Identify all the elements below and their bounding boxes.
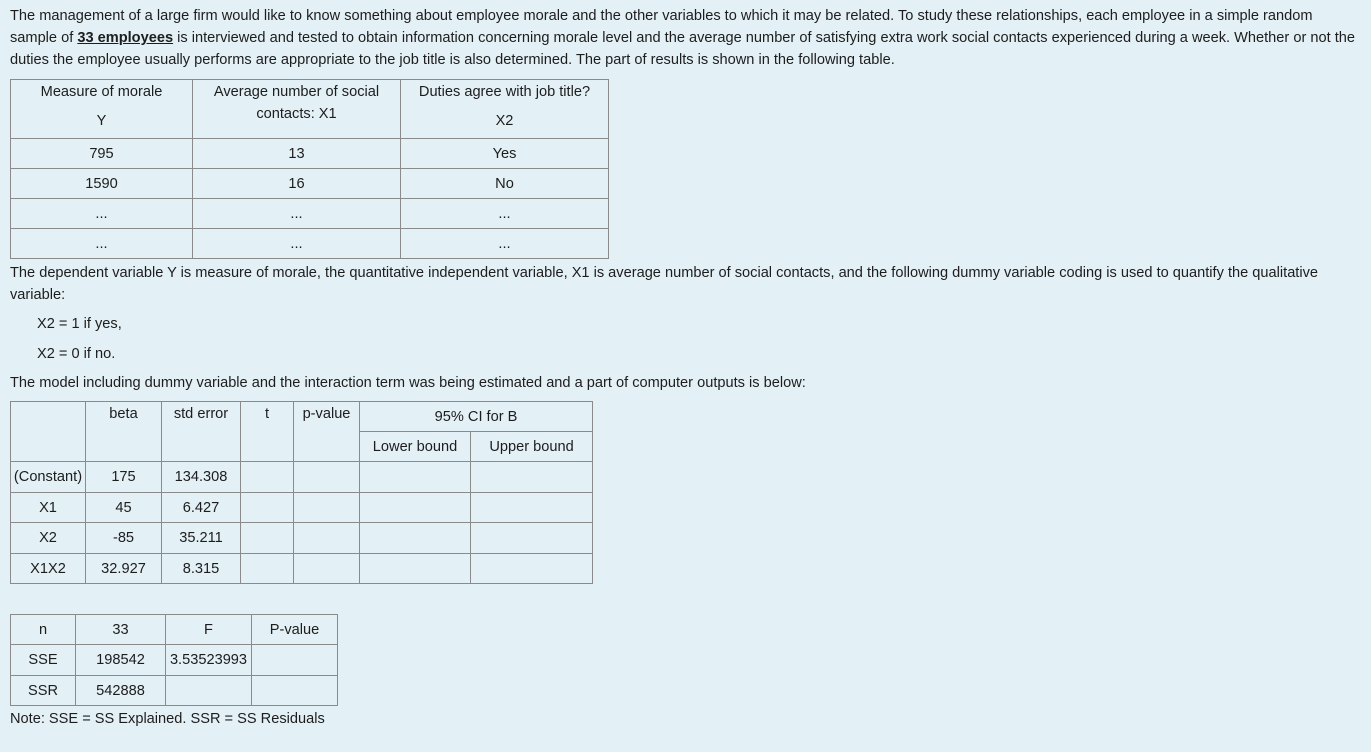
cell-y: 1590: [11, 169, 193, 199]
anova-empty: [166, 676, 252, 706]
cell-y: ...: [11, 229, 193, 259]
coef-upper: [471, 493, 593, 523]
anova-p-value: [252, 645, 338, 676]
coef-header-row: [11, 402, 593, 432]
coef-upper: [471, 462, 593, 493]
coef-header-t: t: [241, 402, 294, 462]
coef-beta: 32.927: [86, 554, 162, 584]
coef-header-upper-bound: Upper bound: [471, 432, 593, 462]
intro-paragraph: [10, 5, 1355, 71]
table-row: [11, 169, 609, 199]
coding-yes: X2 = 1 if yes,: [37, 316, 122, 332]
coef-std-error: 134.308: [162, 462, 241, 493]
table-row: [11, 615, 338, 645]
coef-t: [241, 523, 294, 554]
coding-no: X2 = 0 if no.: [37, 346, 116, 362]
coef-t: [241, 462, 294, 493]
table-row: [11, 523, 593, 554]
model-text: The model including dummy variable and the interaction term was being estimated and a part of computer outputs is below:: [10, 375, 806, 391]
anova-f-label: F: [166, 615, 252, 645]
table-row: [11, 554, 593, 584]
data-table-header-row: [11, 80, 609, 139]
anova-table: [10, 614, 338, 706]
coef-header-blank: [11, 402, 86, 462]
header-social-contacts: Average number of social contacts: X1: [193, 80, 401, 139]
coef-header-std-error: std error: [162, 402, 241, 462]
intro-text-1: The management of a large firm would like to know something about employee morale and the other variables to which it may be related. To study these relationships, each employee in a simple random sample of: [10, 8, 1313, 46]
cell-x2: No: [401, 169, 609, 199]
coef-lower: [360, 523, 471, 554]
coef-upper: [471, 523, 593, 554]
coef-t: [241, 554, 294, 584]
coef-label: X1: [11, 493, 86, 523]
anova-ssr-value: 542888: [76, 676, 166, 706]
cell-x1: 13: [193, 139, 401, 169]
table-row: [11, 676, 338, 706]
coef-lower: [360, 554, 471, 584]
anova-n-value: 33: [76, 615, 166, 645]
table-row: [11, 462, 593, 493]
cell-x2: ...: [401, 199, 609, 229]
coef-lower: [360, 462, 471, 493]
cell-x2: ...: [401, 229, 609, 259]
note-text: Note: SSE = SS Explained. SSR = SS Residuals: [10, 711, 325, 727]
coef-header-p-value: p-value: [294, 402, 360, 462]
cell-x1: 16: [193, 169, 401, 199]
table-row: [11, 199, 609, 229]
coef-upper: [471, 554, 593, 584]
coef-lower: [360, 493, 471, 523]
header-morale: Measure of morale Y: [11, 80, 193, 139]
coef-label: (Constant): [11, 462, 86, 493]
anova-sse-value: 198542: [76, 645, 166, 676]
coef-beta: 45: [86, 493, 162, 523]
coef-label: X1X2: [11, 554, 86, 584]
cell-y: 795: [11, 139, 193, 169]
coef-label: X2: [11, 523, 86, 554]
cell-x1: ...: [193, 199, 401, 229]
coef-std-error: 35.211: [162, 523, 241, 554]
coef-beta: 175: [86, 462, 162, 493]
anova-ssr-label: SSR: [11, 676, 76, 706]
cell-x2: Yes: [401, 139, 609, 169]
coefficient-table: [10, 401, 593, 584]
coef-p-value: [294, 493, 360, 523]
anova-p-value-label: P-value: [252, 615, 338, 645]
table-row: [11, 493, 593, 523]
anova-empty: [252, 676, 338, 706]
coef-p-value: [294, 554, 360, 584]
coef-p-value: [294, 523, 360, 554]
cell-x1: ...: [193, 229, 401, 259]
coef-p-value: [294, 462, 360, 493]
coef-t: [241, 493, 294, 523]
coef-header-beta: beta: [86, 402, 162, 462]
dependent-variable-text: The dependent variable Y is measure of morale, the quantitative independent variable, X1 is average number of social contacts, and the following dummy variable coding is used to quantify the qualitative variable:: [10, 265, 1319, 303]
data-table: [10, 79, 609, 259]
coef-header-lower-bound: Lower bound: [360, 432, 471, 462]
table-row: [11, 645, 338, 676]
header-duties: Duties agree with job title? X2: [401, 80, 609, 139]
sample-size-highlight: 33 employees: [77, 30, 174, 46]
coef-std-error: 6.427: [162, 493, 241, 523]
anova-sse-label: SSE: [11, 645, 76, 676]
anova-n-label: n: [11, 615, 76, 645]
cell-y: ...: [11, 199, 193, 229]
table-row: [11, 229, 609, 259]
intro-text-2: is interviewed and tested to obtain information concerning morale level and the average number of satisfying extra work social contacts experienced during a week. Whether or not the duties the employee usually performs are appropriate to the job title is also determined. The part of results is shown in the following table.: [10, 30, 1355, 68]
coef-header-ci: 95% CI for B: [360, 402, 593, 432]
anova-f-value: 3.53523993: [166, 645, 252, 676]
coef-beta: -85: [86, 523, 162, 554]
table-row: [11, 139, 609, 169]
coef-std-error: 8.315: [162, 554, 241, 584]
